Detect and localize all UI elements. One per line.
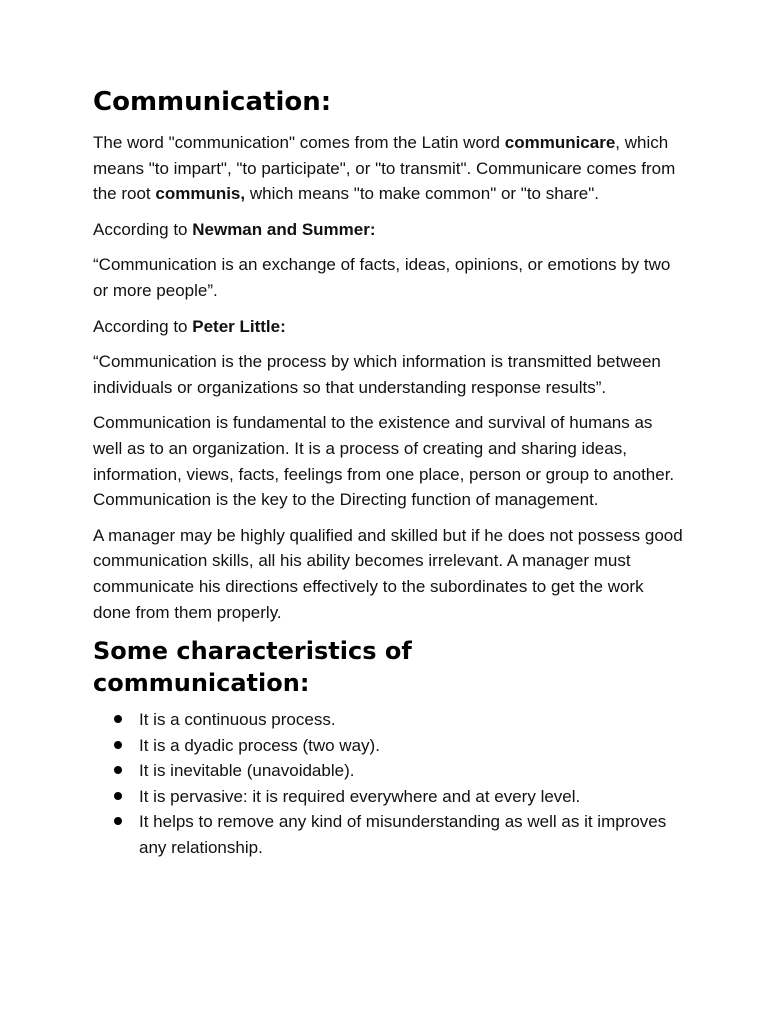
list-item (139, 707, 683, 733)
list-item (139, 733, 683, 759)
quote1-prefix: According to (93, 219, 193, 239)
list-item (139, 758, 683, 784)
quote2-author: Peter Little: (192, 316, 286, 336)
quote2-text: “Communication is the process by which information is transmitted between individuals or organizations so that understanding response results”. (93, 352, 661, 397)
intro-text-3: which means "to make common" or "to share". (245, 184, 600, 204)
section-heading-line1: Some characteristics of (93, 637, 412, 666)
list-item (139, 809, 683, 860)
intro-text-1: The word "communication" comes from the Latin word (93, 133, 505, 152)
bullet-icon (114, 817, 122, 825)
bullet-icon (114, 741, 122, 749)
quote1-author: Newman and Summer: (192, 219, 376, 239)
intro-bold-communicare: communicare (504, 133, 616, 152)
page-title: Communication: (93, 87, 332, 117)
manager-paragraph: A manager may be highly qualified and skilled but if he does not possess good communication skills, all his ability becomes irrelevant. A manager must communicate his directions effectively to the subordinates to get the work done from them properly. (93, 525, 683, 622)
bullet-icon (114, 792, 122, 800)
quote2-attribution (93, 314, 683, 340)
intro-bold-communis: communis, (155, 184, 246, 204)
intro-text-2: , which means "to impart", "to participate", or "to transmit". Communicare comes from the root (93, 133, 676, 204)
bullet-icon (114, 766, 122, 774)
list-item-text: It is a continuous process. (139, 710, 336, 730)
section-heading-characteristics (93, 635, 683, 699)
list-item (139, 784, 683, 810)
bullet-icon (114, 715, 122, 723)
document-page (93, 82, 683, 861)
quote1-text: “Communication is an exchange of facts, ideas, opinions, or emotions by two or more people”. (93, 255, 671, 300)
quote1-attribution (93, 217, 683, 243)
quote2-prefix: According to (93, 316, 193, 336)
list-item-text: It is a dyadic process (two way). (139, 735, 380, 755)
list-item-text: It is pervasive: it is required everywhere and at every level. (139, 786, 581, 806)
section-heading-line2: communication: (93, 669, 310, 698)
characteristics-list (93, 707, 683, 861)
intro-paragraph (93, 130, 683, 207)
list-item-text: It helps to remove any kind of misunderstanding as well as it improves any relationship. (139, 812, 667, 858)
fundamental-paragraph: Communication is fundamental to the existence and survival of humans as well as to an organization. It is a process of creating and sharing ideas, information, views, facts, feelings from one place, person or group to another. Communication is the key to the Directing function of management. (93, 413, 675, 510)
list-item-text: It is inevitable (unavoidable). (139, 761, 355, 781)
